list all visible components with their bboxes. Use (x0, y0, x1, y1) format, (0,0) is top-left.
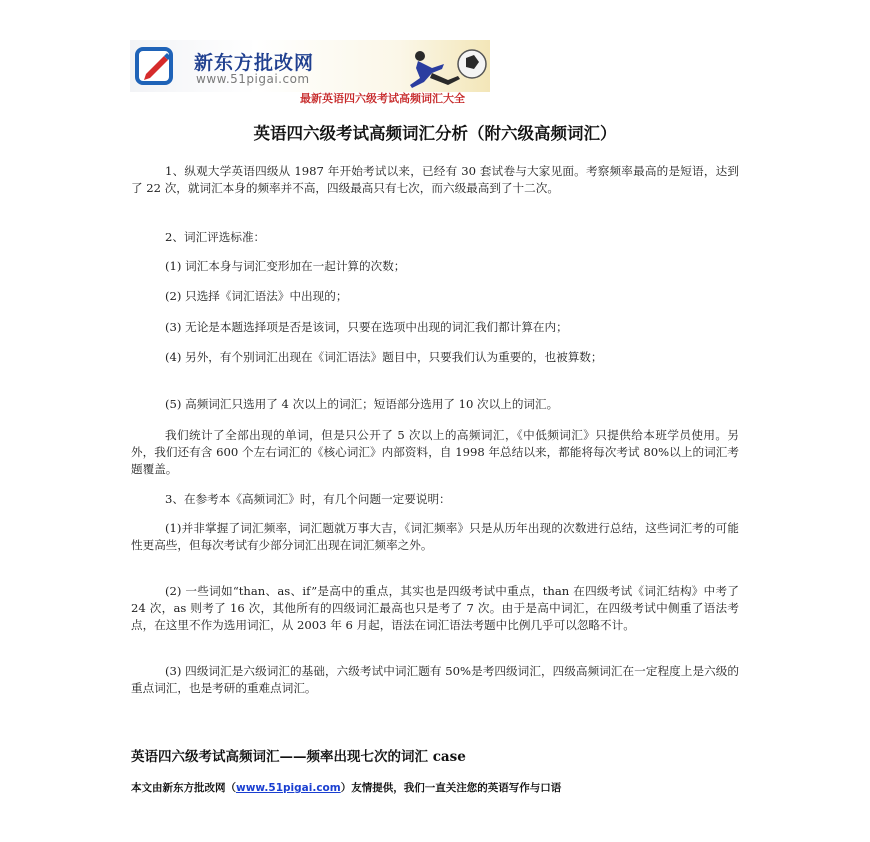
list-item: (5) 高频词汇只选用了 4 次以上的词汇；短语部分选用了 10 次以上的词汇。 (165, 397, 559, 411)
list-item: (1) 词汇本身与词汇变形加在一起计算的次数； (165, 259, 406, 273)
site-banner (130, 40, 490, 92)
list-item: (3) 无论是本题选择项是否是该词，只要在选项中出现的词汇我们都计算在内； (165, 320, 568, 334)
banner-subtitle: 最新英语四六级考试高频词汇大全 (300, 92, 465, 105)
list-item: (1)并非掌握了词汇频率，词汇题就万事大吉，《词汇频率》只是从历年出现的次数进行总结，这些词汇考的可能性更高些，但每次考试有少部分词汇出现在词汇频率之外。 (131, 521, 739, 552)
list-item: (2) 一些词如“than、as、if”是高中的重点，其实也是四级考试中重点，than 在四级考试《词汇结构》中考了 24 次，as 则考了 16 次，其他所有的四级词汇最高也只是考了 7 次。由于是高中词汇，在四级考试中侧重了语法考点，在这里不作为选用词汇，从 2003 年 6 月起，语法在词汇语法考题中比例几乎可以忽略不计。 (131, 584, 739, 632)
paragraph-notes-heading: 3、在参考本《高频词汇》时，有几个问题一定要说明： (165, 492, 451, 506)
list-item: (2) 只选择《词汇语法》中出现的； (165, 289, 348, 303)
paragraph-statistics: 我们统计了全部出现的单词，但是只公开了 5 次以上的高频词汇，《中低频词汇》只提供给本班学员使用。另外，我们还有含 600 个左右词汇的《核心词汇》内部资料，自 1998 年总结以来，都能将每次考试 80%以上的词汇考题覆盖。 (131, 428, 739, 476)
footer-text-after: ）友情提供，我们一直关注您的英语写作与口语 (340, 782, 562, 794)
section-heading: 英语四六级考试高频词汇——频率出现七次的词汇 case (131, 749, 466, 765)
list-item: (4) 另外，有个别词汇出现在《词汇语法》题目中，只要我们认为重要的，也被算数； (165, 350, 603, 364)
pen-paper-icon (134, 44, 178, 88)
paragraph-criteria-heading: 2、词汇评选标准： (165, 230, 266, 244)
paragraph-intro: 1、纵观大学英语四级从 1987 年开始考试以来，已经有 30 套试卷与大家见面。考察频率最高的是短语，达到了 22 次，就词汇本身的频率并不高，四级最高只有七次，而六级最高到了十二次。 (131, 164, 739, 195)
footer-link[interactable]: www.51pigai.com (236, 782, 341, 794)
footer-note (131, 780, 561, 795)
footer-text-before: 本文由新东方批改网（ (131, 782, 236, 794)
document-title: 英语四六级考试高频词汇分析（附六级高频词汇） (253, 124, 617, 143)
list-item: (3) 四级词汇是六级词汇的基础，六级考试中词汇题有 50%是考四级词汇，四级高频词汇在一定程度上是六级的重点词汇，也是考研的重难点词汇。 (131, 664, 739, 695)
soccer-player-icon (398, 42, 490, 92)
brand-url: www.51pigai.com (196, 72, 310, 86)
brand-name: 新东方批改网 (194, 52, 315, 74)
